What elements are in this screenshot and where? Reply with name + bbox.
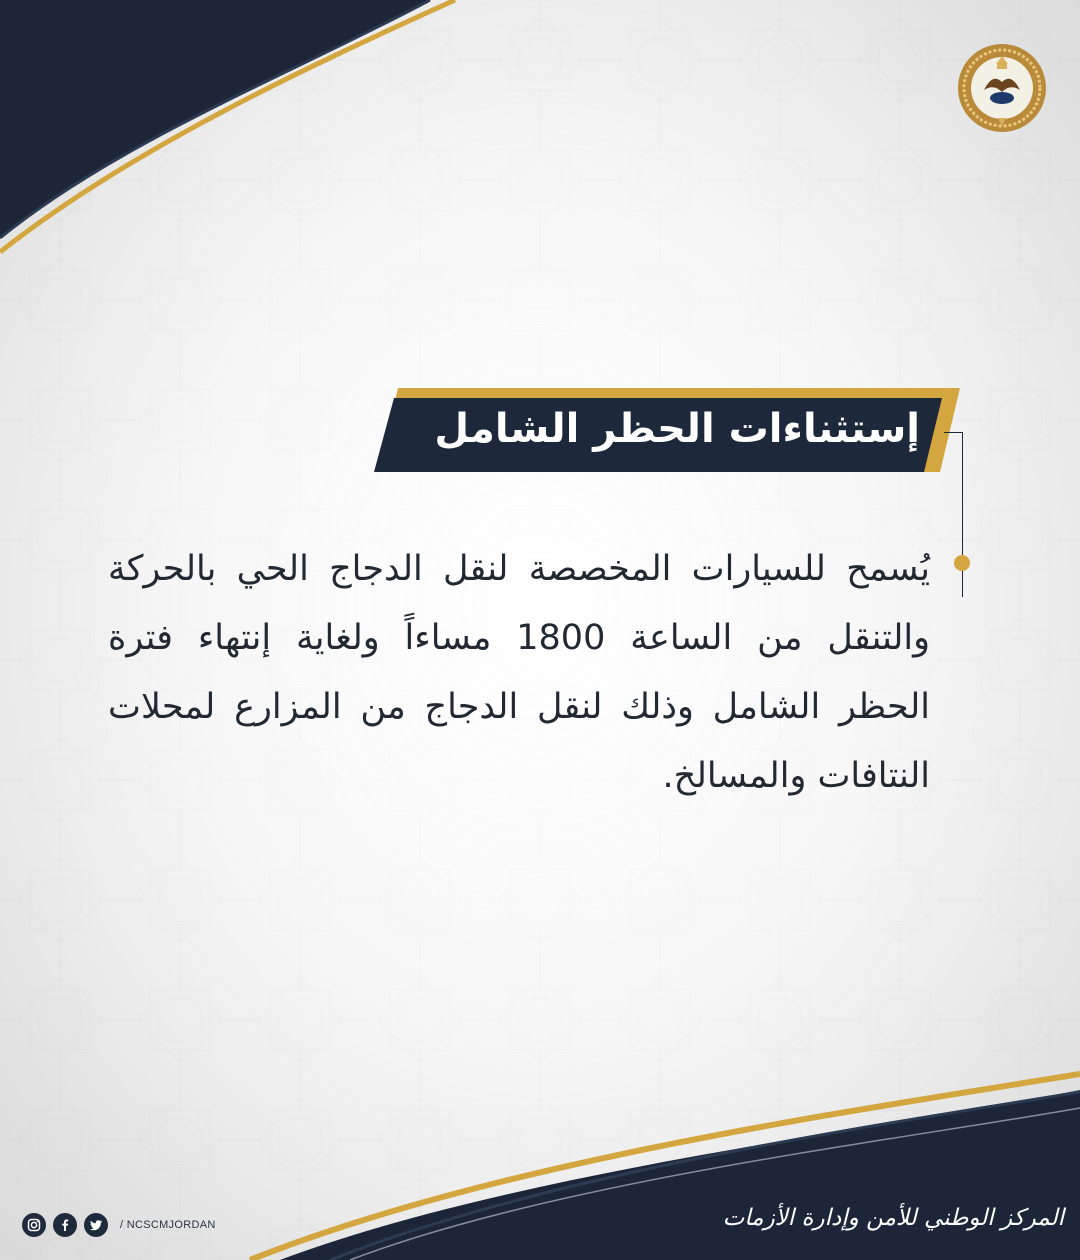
announcement-text: يُسمح للسيارات المخصصة لنقل الدجاج الحي بالحركة والتنقل من الساعة 1800 مساءاً ولغاية إنتهاء فترة الحظر الشامل وذلك لنقل الدجاج من المزارع لمحلات النتافات والمسالخ. [108,549,930,796]
bullet-dot [954,555,970,571]
title-banner [374,388,960,472]
social-handle: / NCSCMJORDAN [120,1219,216,1231]
connector-line [944,432,963,433]
twitter-icon[interactable] [84,1213,108,1237]
page-title: إستثناءات الحظر الشامل [434,406,920,452]
organization-signature: المركز الوطني للأمن وإدارة الأزمات [722,1205,1064,1231]
instagram-icon[interactable] [22,1213,46,1237]
social-links [22,1212,216,1238]
facebook-icon[interactable] [53,1213,77,1237]
connector-line-vertical [962,432,963,597]
royal-crest-icon [956,42,1048,134]
